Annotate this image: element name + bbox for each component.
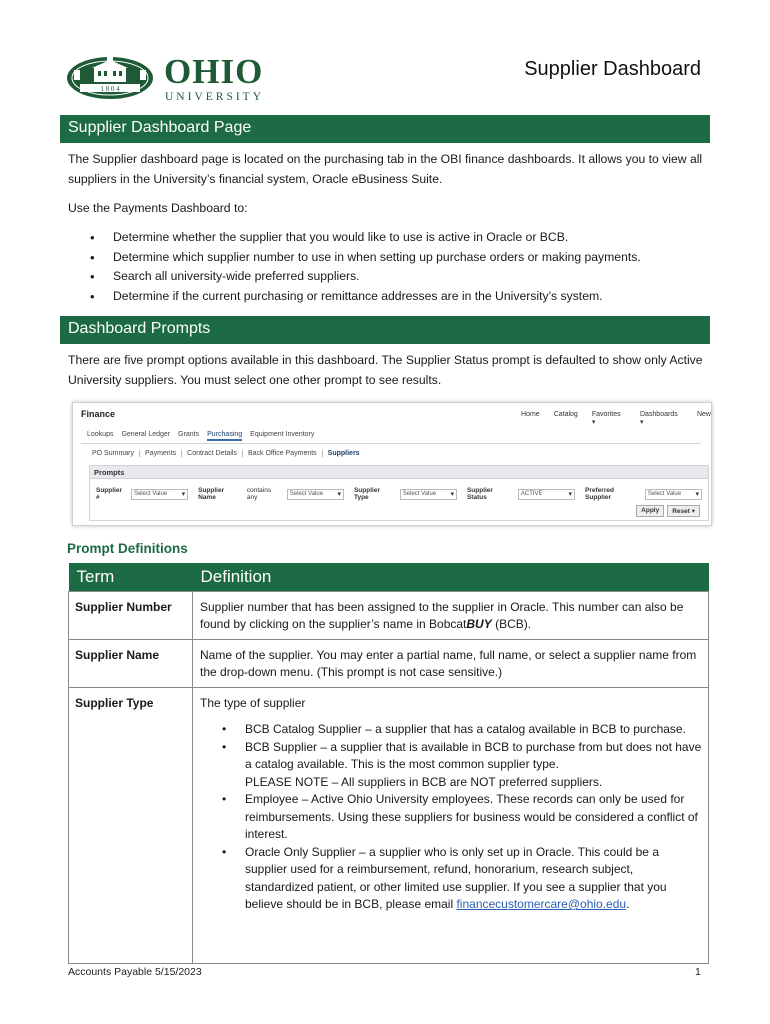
term-cell: Supplier Name: [69, 639, 193, 687]
prompt-definitions-heading: Prompt Definitions: [67, 541, 188, 556]
top-nav: [521, 411, 711, 426]
definition-cell: Name of the supplier. You may enter a partial name, full name, or select a supplier name from the drop-down menu. (This prompt is not case sensitive.): [193, 639, 709, 687]
page-number: 1: [695, 966, 701, 978]
section-header-dashboard-prompts: Dashboard Prompts: [60, 316, 710, 344]
supplier-type-list: [200, 721, 702, 914]
nav-new[interactable]: New: [696, 411, 711, 418]
definition-cell: Supplier number that has been assigned to the supplier in Oracle. This number can also be found by clicking on the supplier’s name in BobcatBUY (BCB).: [193, 591, 709, 639]
subtab-back-office-payments[interactable]: Back Office Payments: [243, 450, 323, 457]
prompt-label-supplier-type: Supplier Type: [353, 487, 380, 501]
prompt-row: [96, 487, 708, 501]
divider: [81, 443, 701, 444]
table-header-row: [69, 563, 709, 591]
list-item: • Determine if the current purchasing or remittance addresses are in the University’s system.: [68, 287, 708, 307]
supplier-status-select[interactable]: ACTIVE ▾: [518, 489, 575, 500]
prompts-panel: [89, 479, 709, 521]
dashboard-screenshot: [72, 402, 712, 526]
prompt-label-supplier-name: Supplier Name: [198, 487, 225, 501]
logo-year: 1 8 0 4: [100, 85, 120, 93]
supplier-type-intro: The type of supplier: [200, 695, 306, 710]
ohio-university-logo: [66, 50, 276, 106]
section-header-supplier-dashboard-page: Supplier Dashboard Page: [60, 115, 710, 143]
list-item: • BCB Catalog Supplier – a supplier that has a catalog available in BCB to purchase.: [200, 721, 702, 739]
section1-use-intro: Use the Payments Dashboard to:: [68, 201, 248, 215]
prompt-operator: contains any: [246, 487, 272, 501]
list-item: • Oracle Only Supplier – a supplier who is only set up in Oracle. This could be a supplier used for a reimbursement, refund, honorarium, research subject, standardized patient, or other limited use supplier. If you see a supplier that you believe should be in BCB, please email financecustomercare@ohio.edu.: [200, 844, 702, 914]
subtab-payments[interactable]: Payments: [140, 450, 182, 457]
supplier-number-select[interactable]: Select Value ▾: [131, 489, 188, 500]
list-item: • Employee – Active Ohio University employees. These records can only be used for reimbursements. Using these suppliers for business would be considered a conflict of interest.: [200, 791, 702, 844]
tab-grants[interactable]: Grants: [178, 431, 200, 438]
tab-general-ledger[interactable]: General Ledger: [121, 431, 171, 438]
footer-label: Accounts Payable 5/15/2023: [68, 966, 202, 978]
apply-button[interactable]: Apply: [636, 505, 664, 517]
definition-cell: [193, 687, 709, 963]
list-item: • BCB Supplier – a supplier that is available in BCB to purchase from but does not have a catalog available. This is the most common supplier type. PLEASE NOTE – All suppliers in BCB are NOT preferred suppliers.: [200, 739, 702, 792]
app-title: Finance: [81, 409, 116, 419]
logo-wordmark: OHIO: [164, 52, 264, 91]
tab-purchasing[interactable]: Purchasing: [207, 431, 242, 441]
subtab-suppliers[interactable]: Suppliers: [327, 450, 360, 457]
section1-intro: The Supplier dashboard page is located on the purchasing tab in the OBI finance dashboards. It allows you to view all suppliers in the University’s financial system, Oracle eBusiness Suite.: [68, 152, 703, 186]
table-row: [69, 687, 709, 963]
logo-subtitle: UNIVERSITY: [165, 91, 264, 103]
prompt-label-supplier-status: Supplier Status: [466, 487, 493, 501]
prompt-buttons: [636, 505, 700, 517]
section1-bullet-list: [68, 228, 708, 306]
supplier-type-select[interactable]: Select Value ▾: [400, 489, 457, 500]
column-header-term: Term: [69, 563, 193, 591]
table-row: [69, 639, 709, 687]
list-item: • Determine whether the supplier that you would like to use is active in Oracle or BCB.: [68, 228, 708, 248]
tab-equipment-inventory[interactable]: Equipment Inventory: [250, 431, 315, 438]
subtab-contract-details[interactable]: Contract Details: [182, 450, 243, 457]
preferred-supplier-select[interactable]: Select Value ▾: [645, 489, 702, 500]
dashboard-subtabs: [87, 450, 365, 457]
definitions-table: [68, 563, 709, 964]
list-item: • Search all university-wide preferred suppliers.: [68, 267, 708, 287]
supplier-name-select[interactable]: Select Value ▾: [287, 489, 344, 500]
prompt-label-supplier-number: Supplier #: [96, 487, 123, 501]
subtab-po-summary[interactable]: PO Summary: [87, 450, 140, 457]
list-item: • Determine which supplier number to use in when setting up purchase orders or making payments.: [68, 248, 708, 268]
nav-home[interactable]: Home: [521, 411, 540, 418]
email-link[interactable]: financecustomercare@ohio.edu: [456, 897, 627, 911]
nav-catalog[interactable]: Catalog: [553, 411, 578, 418]
term-cell: Supplier Type: [69, 687, 193, 963]
university-seal-icon: [66, 52, 154, 102]
dashboard-tabs: [87, 431, 314, 441]
prompt-label-preferred-supplier: Preferred Supplier: [585, 487, 614, 501]
table-row: [69, 591, 709, 639]
prompts-header: Prompts: [89, 465, 709, 479]
tab-lookups[interactable]: Lookups: [87, 431, 114, 438]
nav-dashboards[interactable]: Dashboards ▾: [639, 411, 678, 426]
document-title: Supplier Dashboard: [524, 58, 701, 80]
reset-button[interactable]: Reset ▾: [667, 505, 700, 517]
nav-favorites[interactable]: Favorites ▾: [591, 411, 621, 426]
column-header-definition: Definition: [193, 563, 709, 591]
section2-intro: There are five prompt options available in this dashboard. The Supplier Status prompt is defaulted to show only Active University suppliers. You must select one other prompt to see results.: [68, 353, 703, 387]
term-cell: Supplier Number: [69, 591, 193, 639]
